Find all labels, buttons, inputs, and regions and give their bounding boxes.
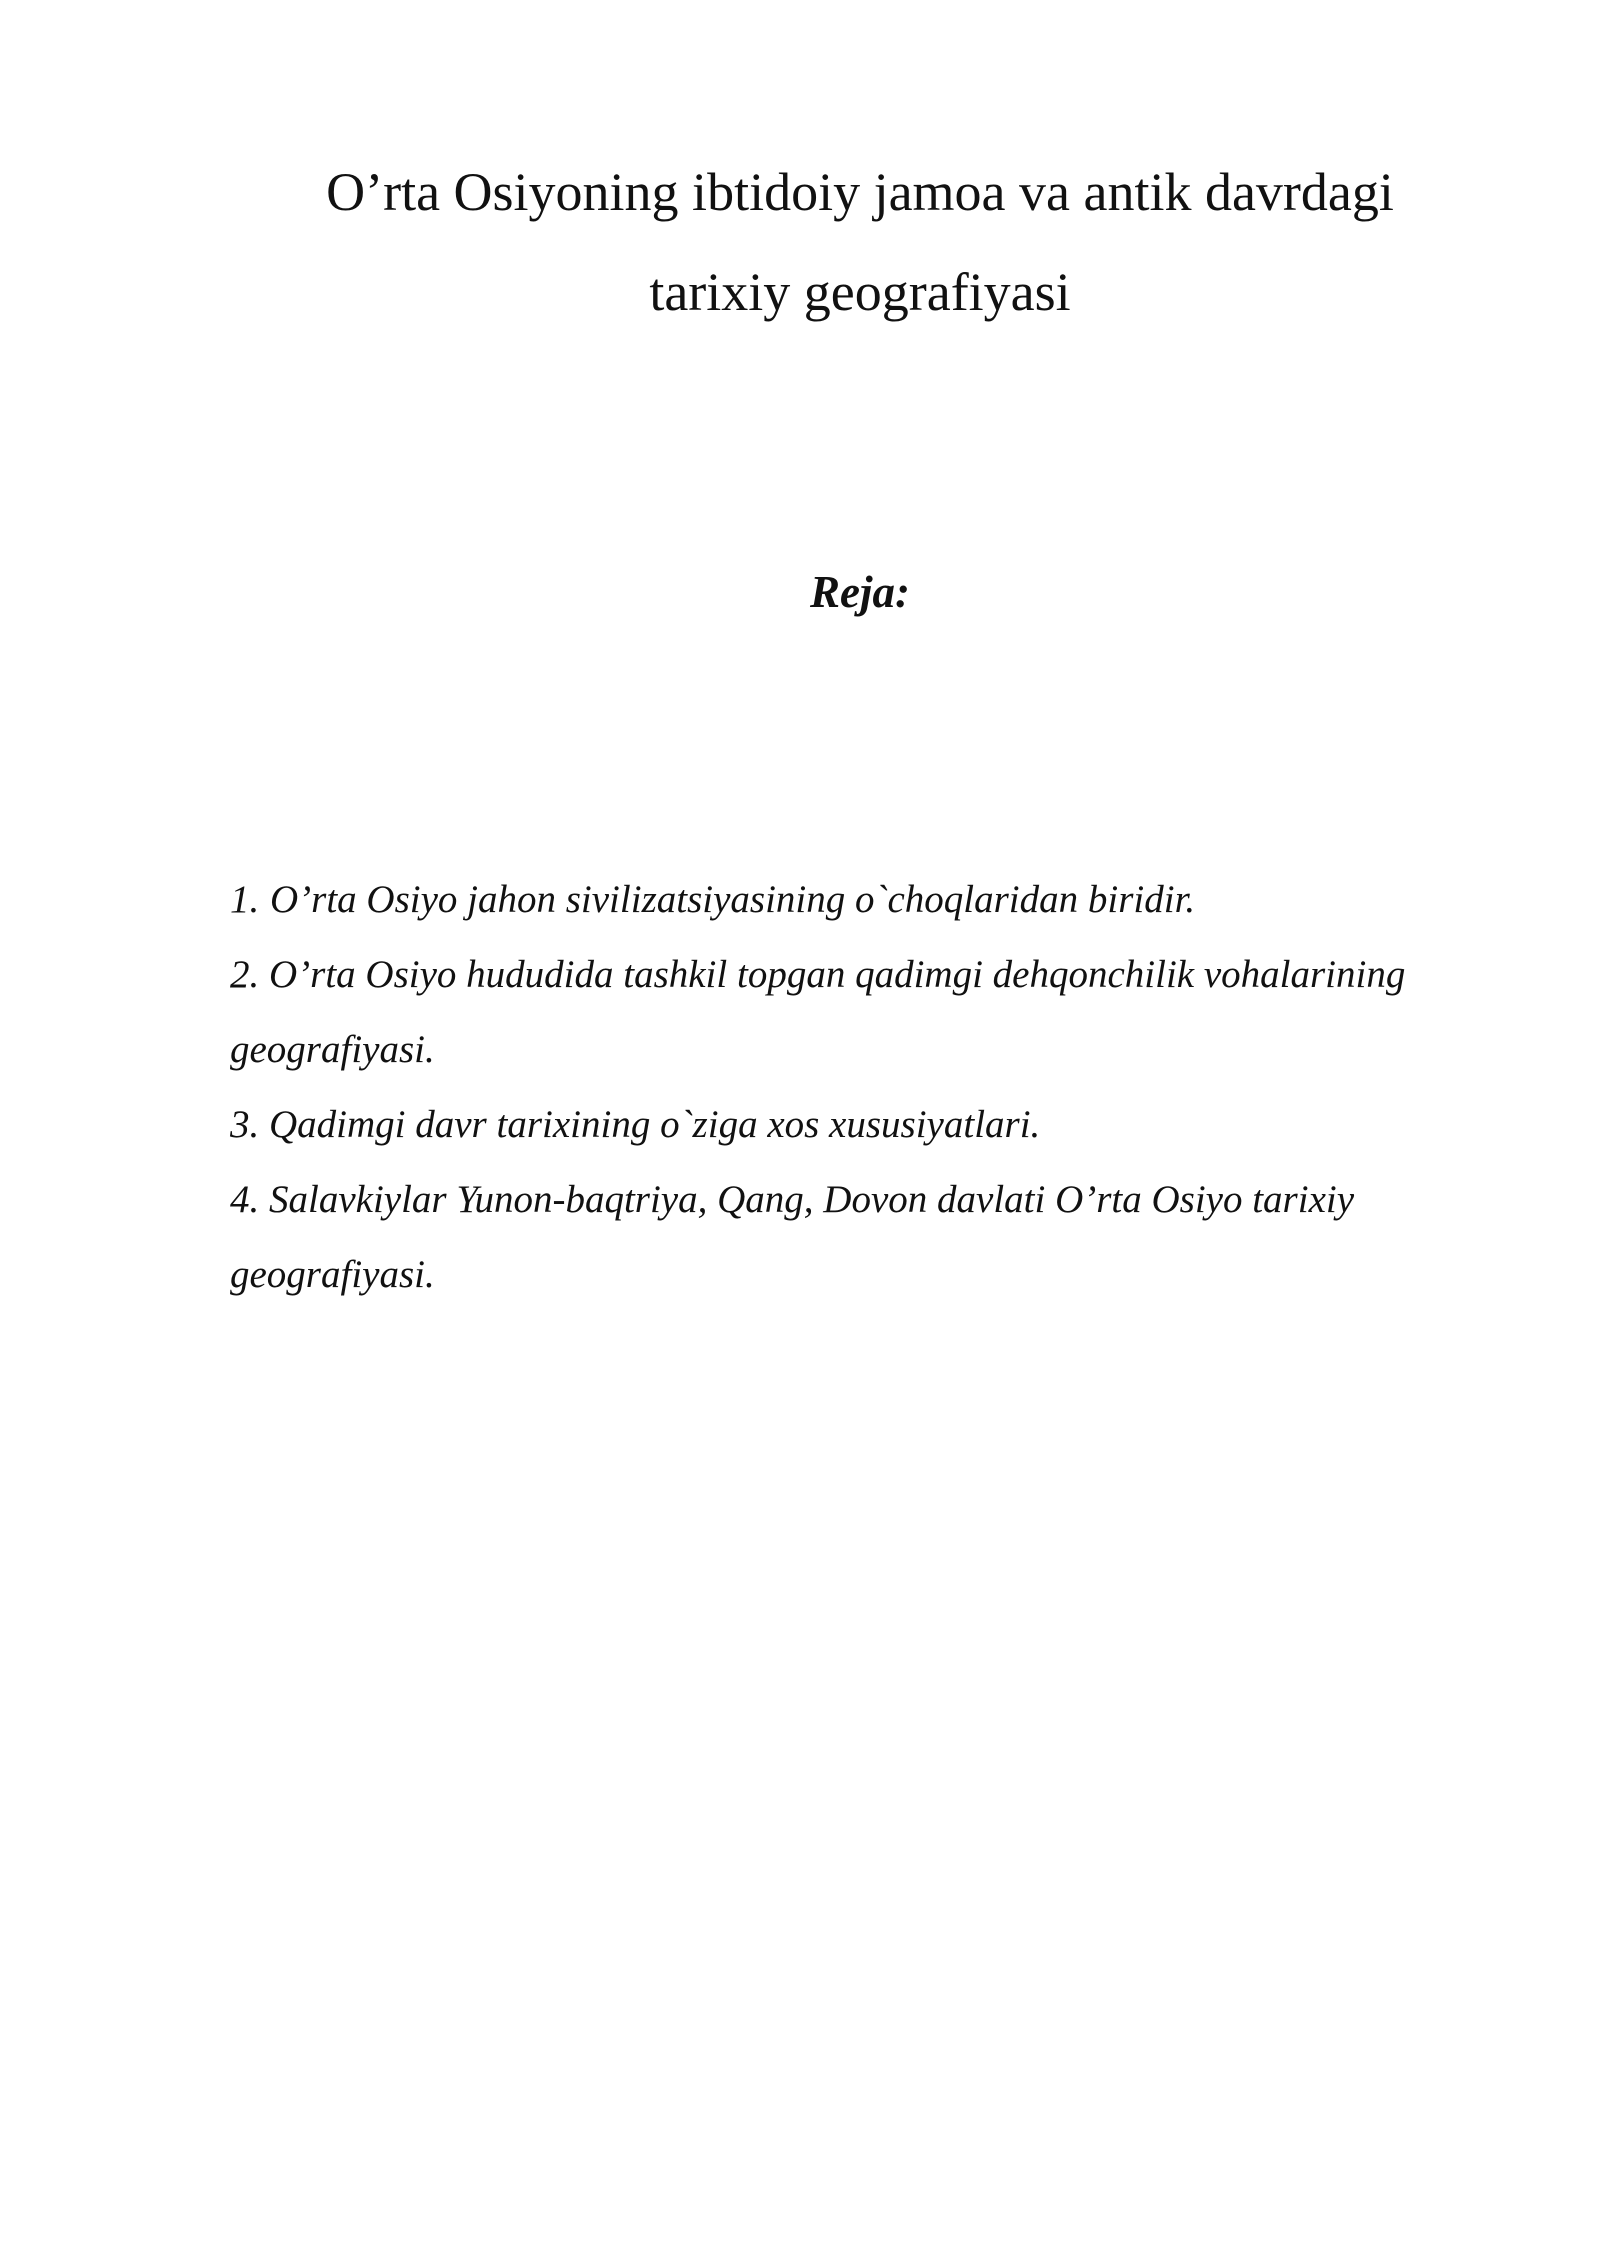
plan-item-number: 1. (230, 878, 260, 921)
plan-heading: Reja: (810, 567, 910, 617)
plan-item-number: 2. (230, 953, 260, 996)
plan-item-4 (230, 1162, 1530, 1312)
plan-item-number: 3. (230, 1103, 260, 1146)
plan-item-number: 4. (230, 1178, 260, 1221)
plan-item-text: Salavkiylar Yunon-baqtriya, Qang, Dovon davlati O’rta Osiyo tarixiy geografiyasi. (230, 1178, 1355, 1296)
plan-list (230, 862, 1530, 1312)
document-title (150, 142, 1570, 342)
plan-item-text: Qadimgi davr tarixining o`ziga xos xususiyatlari. (259, 1103, 1041, 1146)
plan-item-text: O’rta Osiyo jahon sivilizatsiyasining o`choqlaridan biridir. (270, 878, 1196, 921)
plan-item-1 (230, 862, 1530, 937)
plan-item-text: O’rta Osiyo hududida tashkil topgan qadimgi dehqonchilik vohalarining geografiyasi. (230, 953, 1406, 1071)
title-line-1: O’rta Osiyoning ibtidoiy jamoa va antik davrdagi (326, 162, 1394, 222)
plan-item-3 (230, 1087, 1530, 1162)
plan-item-2 (230, 937, 1530, 1087)
title-line-2: tarixiy geografiyasi (649, 262, 1071, 322)
